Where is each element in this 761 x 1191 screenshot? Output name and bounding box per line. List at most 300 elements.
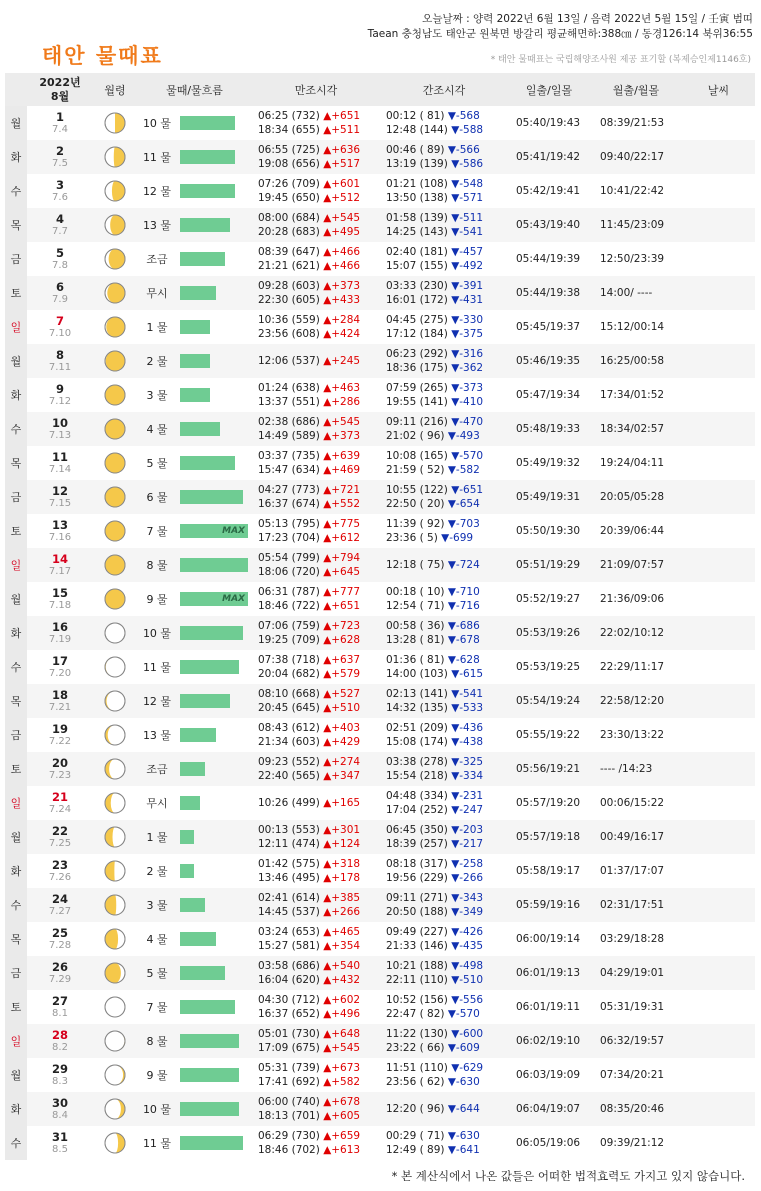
high-time: 13:46 (495) bbox=[258, 872, 320, 884]
low-time: 02:13 (141) bbox=[386, 688, 448, 700]
high-change: ▲+429 bbox=[323, 736, 361, 748]
solar-day: 29 bbox=[51, 1061, 68, 1076]
high-time: 18:13 (701) bbox=[258, 1110, 320, 1122]
high-time: 05:13 (795) bbox=[258, 518, 320, 530]
solar-day: 23 bbox=[51, 857, 68, 872]
sunrise-sunset: 05:44/19:38 bbox=[508, 276, 590, 310]
weather-cell bbox=[682, 412, 755, 446]
lunar-date: 7.18 bbox=[48, 599, 72, 611]
low-line bbox=[386, 1143, 508, 1157]
high-time: 08:00 (684) bbox=[258, 212, 320, 224]
low-time: 13:19 (139) bbox=[386, 158, 448, 170]
solar-day: 18 bbox=[51, 687, 68, 702]
day-of-week: 목 bbox=[5, 208, 27, 242]
low-change: ▼-533 bbox=[451, 702, 484, 714]
high-time: 06:00 (740) bbox=[258, 1096, 320, 1108]
low-time: 00:46 ( 89) bbox=[386, 144, 445, 156]
low-line bbox=[386, 993, 508, 1007]
weather-cell bbox=[682, 990, 755, 1024]
mul-name: 6 물 bbox=[146, 491, 168, 504]
sunrise-sunset: 05:55/19:22 bbox=[516, 729, 581, 741]
mul-name: 9 물 bbox=[146, 1069, 168, 1082]
date-cell bbox=[27, 140, 93, 174]
day-of-week: 월 bbox=[5, 344, 27, 378]
flow-bar bbox=[180, 456, 235, 470]
moon-phase-icon bbox=[93, 106, 137, 140]
low-change: ▼-457 bbox=[451, 246, 484, 258]
day-of-week: 수 bbox=[5, 174, 27, 208]
low-time: 21:59 ( 52) bbox=[386, 464, 445, 476]
flow-bar bbox=[180, 660, 239, 674]
sunrise-sunset: 05:41/19:42 bbox=[508, 140, 590, 174]
table-row bbox=[5, 1126, 755, 1160]
low-time: 00:58 ( 36) bbox=[386, 620, 445, 632]
high-time: 05:01 (730) bbox=[258, 1028, 320, 1040]
low-change: ▼-724 bbox=[447, 559, 480, 571]
solar-day: 13 bbox=[51, 517, 68, 532]
low-time: 19:55 (141) bbox=[386, 396, 448, 408]
high-change: ▲+545 bbox=[323, 212, 361, 224]
high-change: ▲+403 bbox=[323, 722, 361, 734]
table-row bbox=[5, 446, 755, 480]
weather-cell bbox=[682, 276, 755, 310]
day-of-week: 일 bbox=[5, 1024, 27, 1058]
low-change: ▼-570 bbox=[447, 1008, 480, 1020]
date-cell bbox=[27, 208, 93, 242]
low-change: ▼-470 bbox=[451, 416, 484, 428]
solar-day: 3 bbox=[55, 177, 64, 192]
date-cell bbox=[27, 650, 93, 684]
moon-phase-icon bbox=[93, 344, 137, 378]
low-tide-cell bbox=[380, 786, 508, 820]
low-time: 12:54 ( 71) bbox=[386, 600, 445, 612]
high-tide-cell bbox=[252, 990, 380, 1024]
high-time: 02:41 (614) bbox=[258, 892, 320, 904]
high-tide-cell bbox=[252, 1092, 380, 1126]
mul-cell bbox=[137, 480, 252, 514]
date-cell bbox=[27, 582, 93, 616]
low-line bbox=[386, 1041, 508, 1055]
table-row bbox=[5, 1024, 755, 1058]
high-change: ▲+648 bbox=[323, 1028, 361, 1040]
date-cell bbox=[27, 514, 93, 548]
day-of-week: 목 bbox=[5, 684, 27, 718]
high-change: ▲+602 bbox=[323, 994, 361, 1006]
low-change: ▼-548 bbox=[451, 178, 484, 190]
high-line bbox=[258, 857, 380, 871]
lunar-date: 7.25 bbox=[48, 837, 72, 849]
high-line bbox=[258, 1061, 380, 1075]
low-line bbox=[386, 558, 508, 572]
low-tide-cell bbox=[380, 922, 508, 956]
low-line bbox=[386, 1075, 508, 1089]
flow-bar bbox=[180, 864, 194, 878]
day-of-week: 월 bbox=[5, 106, 27, 140]
high-tide-cell bbox=[252, 378, 380, 412]
moonrise-moonset: 04:29/19:01 bbox=[590, 956, 682, 990]
low-change: ▼-600 bbox=[451, 1028, 484, 1040]
high-change: ▲+545 bbox=[323, 1042, 361, 1054]
low-change: ▼-703 bbox=[447, 518, 480, 530]
table-row bbox=[5, 990, 755, 1024]
high-time: 22:30 (605) bbox=[258, 294, 320, 306]
high-change: ▲+540 bbox=[323, 960, 361, 972]
lunar-date: 8.1 bbox=[52, 1007, 68, 1019]
high-time: 08:43 (612) bbox=[258, 722, 320, 734]
high-time: 22:40 (565) bbox=[258, 770, 320, 782]
solar-day: 7 bbox=[55, 313, 64, 328]
date-cell bbox=[27, 1092, 93, 1126]
low-change: ▼-541 bbox=[451, 688, 484, 700]
high-change: ▲+651 bbox=[323, 600, 361, 612]
high-change: ▲+424 bbox=[323, 328, 361, 340]
low-time: 22:50 ( 20) bbox=[386, 498, 445, 510]
date-cell bbox=[27, 956, 93, 990]
high-change: ▲+579 bbox=[323, 668, 361, 680]
low-change: ▼-556 bbox=[451, 994, 484, 1006]
high-line bbox=[258, 939, 380, 953]
flow-bar bbox=[180, 422, 220, 436]
mul-name: 11 물 bbox=[142, 151, 172, 164]
high-time: 16:37 (652) bbox=[258, 1008, 320, 1020]
day-of-week: 토 bbox=[5, 514, 27, 548]
lunar-date: 7.17 bbox=[48, 565, 72, 577]
sunrise-sunset: 06:04/19:07 bbox=[508, 1092, 590, 1126]
low-time: 13:28 ( 81) bbox=[386, 634, 445, 646]
low-change: ▼-566 bbox=[447, 144, 480, 156]
weather-cell bbox=[682, 1126, 755, 1160]
low-tide-cell bbox=[380, 106, 508, 140]
high-time: 06:31 (787) bbox=[258, 586, 320, 598]
max-label: MAX bbox=[222, 526, 245, 536]
high-change: ▲+552 bbox=[323, 498, 361, 510]
header-moonrise: 월출/월몰 bbox=[590, 73, 682, 106]
flow-bar bbox=[180, 1136, 243, 1150]
high-tide-cell bbox=[252, 582, 380, 616]
high-line bbox=[258, 143, 380, 157]
low-tide-cell bbox=[380, 820, 508, 854]
low-tide-cell bbox=[380, 514, 508, 548]
lunar-date: 7.27 bbox=[48, 905, 72, 917]
low-time: 18:36 (175) bbox=[386, 362, 448, 374]
sunrise-sunset: 05:53/19:26 bbox=[508, 616, 590, 650]
low-change: ▼-498 bbox=[451, 960, 484, 972]
sunrise-sunset: 06:05/19:06 bbox=[516, 1137, 581, 1149]
low-tide-cell bbox=[380, 1092, 508, 1126]
high-time: 17:09 (675) bbox=[258, 1042, 320, 1054]
day-of-week: 월 bbox=[5, 820, 27, 854]
weather-cell bbox=[682, 888, 755, 922]
low-time: 00:12 ( 81) bbox=[386, 110, 445, 122]
weather-cell bbox=[682, 514, 755, 548]
solar-day: 6 bbox=[55, 279, 64, 294]
low-change: ▼-582 bbox=[447, 464, 480, 476]
solar-day: 15 bbox=[51, 585, 68, 600]
low-line bbox=[386, 191, 508, 205]
moonrise-moonset: 21:09/07:57 bbox=[590, 548, 682, 582]
lunar-date: 7.11 bbox=[48, 361, 72, 373]
high-line bbox=[258, 796, 380, 810]
low-time: 10:55 (122) bbox=[386, 484, 448, 496]
day-of-week: 금 bbox=[5, 242, 27, 276]
low-change: ▼-615 bbox=[451, 668, 484, 680]
moonrise-moonset: 16:25/00:58 bbox=[590, 344, 682, 378]
day-of-week: 일 bbox=[5, 786, 27, 820]
flow-bar bbox=[180, 762, 205, 776]
low-line bbox=[386, 123, 508, 137]
date-cell bbox=[27, 412, 93, 446]
low-line bbox=[386, 701, 508, 715]
day-of-week: 일 bbox=[5, 310, 27, 344]
table-row bbox=[5, 650, 755, 684]
low-time: 21:33 (146) bbox=[386, 940, 448, 952]
high-change: ▲+124 bbox=[323, 838, 361, 850]
lunar-date: 7.6 bbox=[52, 191, 68, 203]
moonrise-moonset: 17:34/01:52 bbox=[600, 389, 665, 401]
high-time: 21:34 (603) bbox=[258, 736, 320, 748]
low-time: 09:11 (271) bbox=[386, 892, 448, 904]
day-of-week: 토 bbox=[5, 276, 27, 310]
low-change: ▼-571 bbox=[451, 192, 484, 204]
high-time: 04:30 (712) bbox=[258, 994, 320, 1006]
flow-bar bbox=[180, 218, 230, 232]
high-change: ▲+469 bbox=[323, 464, 361, 476]
low-line bbox=[386, 939, 508, 953]
moon-phase-icon bbox=[93, 956, 137, 990]
moon-phase-icon bbox=[93, 1058, 137, 1092]
moonrise-moonset: 06:32/19:57 bbox=[590, 1024, 682, 1058]
weather-cell bbox=[682, 446, 755, 480]
moonrise-moonset: 12:50/23:39 bbox=[600, 253, 665, 265]
high-tide-cell bbox=[252, 242, 380, 276]
weather-cell bbox=[682, 378, 755, 412]
low-time: 10:52 (156) bbox=[386, 994, 448, 1006]
low-time: 11:51 (110) bbox=[386, 1062, 448, 1074]
moonrise-moonset: 09:39/21:12 bbox=[600, 1137, 665, 1149]
flow-bar bbox=[180, 388, 210, 402]
high-time: 09:28 (603) bbox=[258, 280, 320, 292]
low-tide-cell bbox=[380, 276, 508, 310]
day-of-week: 수 bbox=[5, 412, 27, 446]
sunrise-sunset: 05:46/19:35 bbox=[508, 344, 590, 378]
low-line bbox=[386, 415, 508, 429]
high-time: 02:38 (686) bbox=[258, 416, 320, 428]
low-line bbox=[386, 211, 508, 225]
date-cell bbox=[27, 378, 93, 412]
low-line bbox=[386, 157, 508, 171]
mul-cell bbox=[137, 1058, 252, 1092]
header-low-tide: 간조시각 bbox=[380, 73, 508, 106]
mul-cell bbox=[137, 140, 252, 174]
sunrise-sunset: 05:49/19:32 bbox=[516, 457, 581, 469]
mul-cell bbox=[137, 446, 252, 480]
high-time: 06:55 (725) bbox=[258, 144, 320, 156]
high-line bbox=[258, 769, 380, 783]
high-line bbox=[258, 395, 380, 409]
table-row bbox=[5, 412, 755, 446]
low-line bbox=[386, 1007, 508, 1021]
flow-bar bbox=[180, 320, 210, 334]
mul-cell bbox=[137, 922, 252, 956]
low-time: 23:22 ( 66) bbox=[386, 1042, 445, 1054]
mul-cell bbox=[137, 956, 252, 990]
date-cell bbox=[27, 344, 93, 378]
high-change: ▲+318 bbox=[323, 858, 361, 870]
sunrise-sunset: 05:45/19:37 bbox=[516, 321, 581, 333]
low-line bbox=[386, 871, 508, 885]
header-month: 8월 bbox=[50, 89, 70, 103]
low-time: 00:18 ( 10) bbox=[386, 586, 445, 598]
low-time: 00:29 ( 71) bbox=[386, 1130, 445, 1142]
high-line bbox=[258, 517, 380, 531]
low-line bbox=[386, 429, 508, 443]
low-change: ▼-628 bbox=[447, 654, 480, 666]
high-line bbox=[258, 483, 380, 497]
low-line bbox=[386, 225, 508, 239]
date-cell bbox=[27, 1126, 93, 1160]
lunar-date: 7.13 bbox=[48, 429, 72, 441]
table-body bbox=[5, 106, 755, 1160]
weather-cell bbox=[682, 616, 755, 650]
low-change: ▼-541 bbox=[451, 226, 484, 238]
low-time: 02:51 (209) bbox=[386, 722, 448, 734]
moonrise-moonset: 15:12/00:14 bbox=[600, 321, 665, 333]
low-tide-cell bbox=[380, 888, 508, 922]
low-line bbox=[386, 1061, 508, 1075]
moon-phase-icon bbox=[93, 310, 137, 344]
lunar-date: 7.4 bbox=[52, 123, 68, 135]
mul-name: 조금 bbox=[146, 253, 168, 266]
date-cell bbox=[27, 548, 93, 582]
low-time: 01:21 (108) bbox=[386, 178, 448, 190]
date-cell bbox=[27, 616, 93, 650]
mul-cell bbox=[137, 650, 252, 684]
mul-name: 2 물 bbox=[146, 355, 168, 368]
day-of-week: 월 bbox=[5, 1058, 27, 1092]
low-change: ▼-436 bbox=[451, 722, 484, 734]
high-line bbox=[258, 109, 380, 123]
mul-name: 조금 bbox=[146, 763, 168, 776]
high-line bbox=[258, 381, 380, 395]
high-change: ▲+245 bbox=[323, 355, 361, 367]
lunar-date: 7.14 bbox=[48, 463, 72, 475]
low-tide-cell bbox=[380, 548, 508, 582]
high-change: ▲+673 bbox=[323, 1062, 361, 1074]
flow-bar bbox=[180, 150, 235, 164]
day-of-week: 화 bbox=[5, 140, 27, 174]
solar-day: 20 bbox=[51, 755, 68, 770]
low-tide-cell bbox=[380, 310, 508, 344]
high-time: 12:06 (537) bbox=[258, 355, 320, 367]
low-time: 03:33 (230) bbox=[386, 280, 448, 292]
moonrise-moonset: ---- /14:23 bbox=[590, 752, 682, 786]
high-line bbox=[258, 721, 380, 735]
high-time: 12:11 (474) bbox=[258, 838, 320, 850]
weather-cell bbox=[682, 1058, 755, 1092]
flow-bar bbox=[180, 1000, 235, 1014]
low-line bbox=[386, 1027, 508, 1041]
low-line bbox=[386, 483, 508, 497]
solar-day: 24 bbox=[51, 891, 68, 906]
moon-phase-icon bbox=[93, 752, 137, 786]
high-change: ▲+775 bbox=[323, 518, 361, 530]
lunar-date: 7.8 bbox=[52, 259, 68, 271]
date-cell bbox=[27, 480, 93, 514]
low-change: ▼-203 bbox=[451, 824, 484, 836]
high-time: 07:38 (718) bbox=[258, 654, 320, 666]
high-change: ▲+613 bbox=[323, 1144, 361, 1156]
low-tide-cell bbox=[380, 378, 508, 412]
high-change: ▲+495 bbox=[323, 226, 361, 238]
weather-cell bbox=[682, 480, 755, 514]
high-line bbox=[258, 123, 380, 137]
high-tide-cell bbox=[252, 548, 380, 582]
moon-phase-icon bbox=[93, 990, 137, 1024]
solar-day: 4 bbox=[55, 211, 64, 226]
solar-day: 12 bbox=[51, 483, 68, 498]
high-time: 13:37 (551) bbox=[258, 396, 320, 408]
flow-bar bbox=[180, 184, 235, 198]
mul-name: 3 물 bbox=[146, 389, 168, 402]
low-line bbox=[386, 143, 508, 157]
high-time: 15:47 (634) bbox=[258, 464, 320, 476]
low-line bbox=[386, 361, 508, 375]
high-time: 16:04 (620) bbox=[258, 974, 320, 986]
day-of-week: 일 bbox=[5, 548, 27, 582]
low-time: 09:49 (227) bbox=[386, 926, 448, 938]
high-time: 07:06 (759) bbox=[258, 620, 320, 632]
high-change: ▲+433 bbox=[323, 294, 361, 306]
low-tide-cell bbox=[380, 1024, 508, 1058]
moonrise-moonset: 09:40/22:17 bbox=[590, 140, 682, 174]
low-change: ▼-266 bbox=[451, 872, 484, 884]
high-line bbox=[258, 837, 380, 851]
weather-cell bbox=[682, 548, 755, 582]
high-line bbox=[258, 157, 380, 171]
low-time: 11:22 (130) bbox=[386, 1028, 448, 1040]
date-cell bbox=[27, 990, 93, 1024]
high-tide-cell bbox=[252, 1024, 380, 1058]
high-line bbox=[258, 551, 380, 565]
mul-cell bbox=[137, 310, 252, 344]
high-change: ▲+721 bbox=[323, 484, 361, 496]
moon-phase-icon bbox=[93, 378, 137, 412]
moonrise-moonset: 00:06/15:22 bbox=[600, 797, 665, 809]
lunar-date: 7.24 bbox=[48, 803, 72, 815]
day-of-week: 화 bbox=[5, 616, 27, 650]
low-time: 04:48 (334) bbox=[386, 790, 448, 802]
high-tide-cell bbox=[252, 1058, 380, 1092]
high-tide-cell bbox=[252, 412, 380, 446]
high-change: ▲+463 bbox=[323, 382, 361, 394]
low-tide-cell bbox=[380, 752, 508, 786]
low-time: 12:49 ( 89) bbox=[386, 1144, 445, 1156]
low-line bbox=[386, 687, 508, 701]
low-line bbox=[386, 789, 508, 803]
header-sunrise: 일출/일몰 bbox=[508, 73, 590, 106]
sunrise-sunset: 05:42/19:41 bbox=[516, 185, 581, 197]
lunar-date: 7.20 bbox=[48, 667, 72, 679]
low-line bbox=[386, 599, 508, 613]
solar-day: 1 bbox=[55, 109, 64, 124]
low-tide-cell bbox=[380, 650, 508, 684]
day-of-week: 금 bbox=[5, 480, 27, 514]
high-line bbox=[258, 891, 380, 905]
high-tide-cell bbox=[252, 786, 380, 820]
table-row bbox=[5, 480, 755, 514]
lunar-date: 7.9 bbox=[52, 293, 68, 305]
low-change: ▼-654 bbox=[447, 498, 480, 510]
